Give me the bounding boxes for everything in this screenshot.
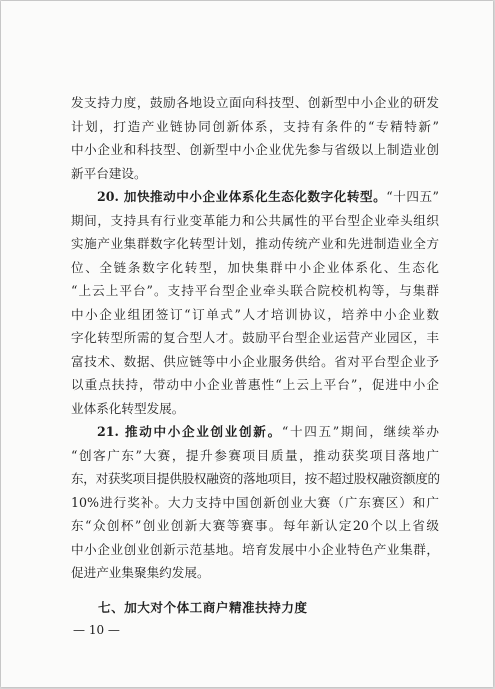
text-line: 位、全链条数字化转型，加快集群中小企业体系化、生态化	[71, 259, 439, 275]
text-line: 中小企业创业创新示范基地。培育发展中小企业特色产业集群，	[71, 541, 439, 557]
text-line: “创客广东”大赛，提升参赛项目质量，推动获奖项目落地广	[71, 447, 439, 463]
text-line: 实施产业集群数字化转型计划，推动传统产业和先进制造业全方	[71, 236, 439, 251]
document-page	[1, 1, 493, 687]
text-line: 以重点扶持，带动中小企业普惠性“上云上平台”，促进中小企	[71, 377, 439, 392]
text-line: 计划，打造产业链协同创新体系，支持有条件的“专精特新”	[71, 118, 439, 134]
text-line: 中小企业组团签订“订单式”人才培训协议，培养中小企业数	[71, 306, 439, 322]
text-line: “十四五”期间，继续举办	[281, 424, 439, 439]
text-line: “十四五”	[386, 189, 439, 204]
text-line: 字化转型所需的复合型人才。鼓励平台型企业运营产业园区，丰	[71, 330, 439, 345]
document-body	[71, 91, 439, 585]
heading-21: 21. 推动中小企业创业创新。	[97, 424, 282, 439]
text-line: 富技术、数据、供应链等中小企业服务供给。省对平台型企业予	[71, 353, 439, 369]
text-line: “上云上平台”。支持平台型企业牵头联合院校机构等，与集群	[71, 283, 439, 298]
text-line: 10%进行奖补。大力支持中国创新创业大赛（广东赛区）和广	[71, 494, 439, 510]
paragraph-20-first-line	[71, 185, 439, 209]
text-line: 发支持力度，鼓励各地设立面向科技型、创新型中小企业的研发	[71, 95, 439, 110]
page-number: — 10 —	[73, 623, 120, 637]
heading-20: 20. 加快推动中小企业体系化生态化数字化转型。	[97, 189, 387, 204]
text-line: 新平台建设。	[71, 165, 147, 181]
text-line: 东“众创杯”创业创新大赛等赛事。每年新认定20个以上省级	[71, 518, 439, 533]
text-line: 东，对获奖项目提供股权融资的落地项目，按不超过股权融资额度的	[71, 471, 439, 486]
text-line: 期间，支持具有行业变革能力和公共属性的平台型企业牵头组织	[71, 212, 439, 228]
text-line: 业体系化转型发展。	[71, 400, 185, 416]
section-heading: 七、加大对个体工商户精准扶持力度	[98, 600, 308, 615]
text-line: 中小企业和科技型、创新型中小企业优先参与省级以上制造业创	[71, 142, 439, 157]
paragraph-21-first-line	[71, 420, 439, 444]
text-line: 促进产业集聚集约发展。	[71, 565, 210, 580]
